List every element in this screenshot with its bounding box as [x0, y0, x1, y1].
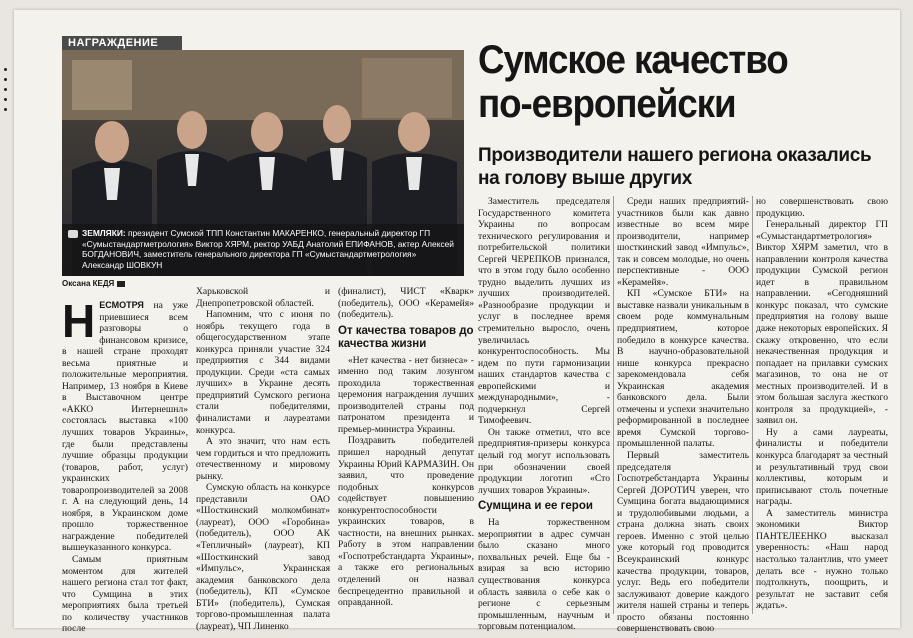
- paragraph: Напомним, что с июня по ноябрь текущего года в общегосударственном этапе конкурса приняли участие 324 предприятия с 344 видами продукции. Среди «ста самых лучших» в Украине десять предприятий Сумского региона стали победителями, финалистами и лауреатами конкурса.: [196, 309, 330, 436]
- headline-line: Сумское качество: [478, 38, 788, 82]
- paragraph: Генеральный директор ГП «Сумыстандартметрология» Виктор ХЯРМ заметил, что в направлении контроля качества продукции Сумской регион идет в правильном направлении. «Сегодняшний конкурс показал, что сумские предприятия на голову выше даже некоторых европейских. Я скажу откровенно, что если некачественная продукция и попадает на прилавки сумских магазинов, то она не от местных производителей. И в этом большая заслуга жесткого контроля за продукцией», - заявил он.: [756, 219, 888, 427]
- column-3: [338, 286, 474, 609]
- paragraph: Ну а сами лауреаты, финалисты и победители конкурса благодарят за честный и результативный труд свои коллективы, которым и приписывают столь почетные награды.: [756, 426, 888, 508]
- subheadline: [478, 144, 888, 190]
- column-6: [756, 196, 888, 612]
- column-5: [617, 196, 749, 635]
- caption-text: президент Сумской ТПП Константин МАКАРЕНКО, генеральный директор ГП «Сумыстандартметрология» Виктор ХЯРМ, ректор УАБД Анатолий ЕПИФАНОВ, актер Алексей БОГДАНОВИЧ, заместитель генерального директора ГП «Сумыстандартметрология» Александр ШОВКУН: [82, 228, 454, 270]
- column-rule: [752, 196, 753, 614]
- paragraph: КП «Сумское БТИ» на выставке назвали уникальным в своем роде коммунальным предприятием, которое победило в конкурсе качества. В научно-образовательной нише конкурса прекрасно зарекомендовала себя Украинская академия банковского дела. Были отмечены и успехи значительно реформированной в последнее время Сумской торгово-промышленной палаты.: [617, 288, 749, 450]
- paragraph: А заместитель министра экономики Виктор ПАНТЕЛЕЕНКО высказал уверенность: «Наш народ настолько талантлив, что умеет делать все - нужно только подтолкнуть, поощрить, и результат не заставит себя ждать».: [756, 507, 888, 612]
- column-2: [196, 286, 330, 632]
- paragraph: Сумскую область на конкурсе представили ОАО «Шосткинский молкомбинат» (лауреат), ООО «Горобина» (победитель), ООО АК «Тепличный» (лауреат), КП «Шосткинский завод «Импульс», Украинская академия банковского дела (победитель), КП «Сумское БТИ» (победитель), Сумская торгово-промышленная палата (лауреат), ЧП Линенко: [196, 482, 330, 632]
- paragraph: Первый заместитель председателя Госпотребстандарта Украины Сергей ДОРОТИЧ уверен, что Сумщина богата выдающимися и трудолюбивыми людьми, а страна должна знать своих героев. Именно с этой целью уже который год проводится Всеукраинский конкурс качества продукции, товаров, услуг. Ведь его победители заслуживают доверие каждого жителя нашей страны и теперь просто обязаны постоянно совершенствовать свою: [617, 450, 749, 635]
- paragraph: (финалист), ЧИСТ «Кварк» (победитель), ООО «Керамейя» (победитель).: [338, 286, 474, 321]
- caption-lead: ЗЕМЛЯКИ:: [82, 228, 126, 238]
- paragraph: но совершенствовать свою продукцию.: [756, 196, 888, 219]
- column-1: [62, 295, 188, 635]
- camera-icon: [68, 230, 78, 238]
- column-rule: [613, 196, 614, 614]
- credit-name: Оксана КЕДЯ: [62, 279, 115, 288]
- photo-credit: [62, 279, 125, 288]
- paragraph: Харьковской и Днепропетровской областей.: [196, 286, 330, 309]
- subhead-line: на голову выше других: [478, 168, 693, 189]
- rubric-label: НАГРАЖДЕНИЕ: [62, 36, 182, 50]
- paragraph: «Нет качества - нет бизнеса» - именно под таким лозунгом проходила торжественная церемония награждения лучших производителей страны под патронатом президента и премьер-министра Украины.: [338, 354, 474, 435]
- paragraph-text: на уже приевшиеся всем разговоры о финансовом кризисе, в нашей стране проходят весьма приятные и положительные мероприятия. Например, 13 ноября в Киеве в Выставочном центре «АККО Интернешнл» состоялась выставка «100 лучших товаров Украины», где были представлены лучшие образцы продукции (товаров, работ, услуг) украинских товаропроизводителей за 2008 г. А на следующий день, 14 ноября, в Украинском доме прошло торжественное награждение победителей вышеуказанного конкурса.: [62, 300, 188, 554]
- drop-cap: Н: [62, 295, 96, 347]
- paragraph: А это значит, что нам есть чем гордиться и что предложить отечественному и мировому рынку.: [196, 436, 330, 482]
- article-photo: [62, 50, 464, 276]
- paragraph: На торжественном мероприятии в адрес сумчан было сказано много похвальных речей. Еще бы - взирая за всю историю существования конкурса область заявила о себе как о регионе с серьезным промышленным, научным и торговым потенциалом.: [478, 517, 610, 633]
- paragraph: Он также отметил, что все предприятия-призеры конкурса целый год могут использовать при обозначении своей продукции логотип «Сто лучших товаров Украины».: [478, 426, 610, 496]
- headline-line: по-европейски: [478, 82, 736, 126]
- section-heading: Сумщина и ее герои: [478, 500, 593, 513]
- column-4: [478, 196, 610, 633]
- paragraph: Самым приятным моментом для жителей нашего региона стал тот факт, что Сумщина в этих мероприятиях была третьей по количеству участников после: [62, 554, 188, 635]
- photo-caption: [62, 224, 464, 276]
- paragraph: Заместитель председателя Государственного комитета Украины по вопросам технического регулирования и потребительской политики Сергей ЧЕРЕПКОВ признался, что в этом году было особенно трудно выделить лучших из лучших производителей. «Разнообразие продукции и услуг в последнее время стремительно выросло, очень увеличилась конкурентоспособность. Мы идем по пути гармонизации наших стандартов качества с европейскими и международными», - подчеркнул Сергей Тимофеевич.: [478, 196, 610, 427]
- subhead-line: Производители нашего региона оказались: [478, 145, 872, 166]
- section-heading: От качества товаров до качества жизни: [338, 324, 474, 350]
- headline: [478, 38, 855, 126]
- camera-icon: [117, 281, 125, 287]
- margin-dots: [4, 68, 10, 118]
- lead-word: ЕСМОТРЯ: [99, 300, 144, 310]
- paragraph: Поздравить победителей пришел народный депутат Украины Юрий КАРМАЗИН. Он заявил, что проведение подобных конкурсов содействует повышению конкурентоспособности украинских товаров, в частности, на внешних рынках. Работу в этом направлении «Госпотребстандарта Украины», а также его региональных отделений он назвал беспрецедентно правильной и оправданной.: [338, 435, 474, 609]
- paragraph: [62, 295, 188, 554]
- paragraph: Среди наших предприятий-участников были как давно известные во всем мире производители, например шосткинский завод «Импульс», так и совсем молодые, но очень перспективные - ООО «Керамейя».: [617, 196, 749, 288]
